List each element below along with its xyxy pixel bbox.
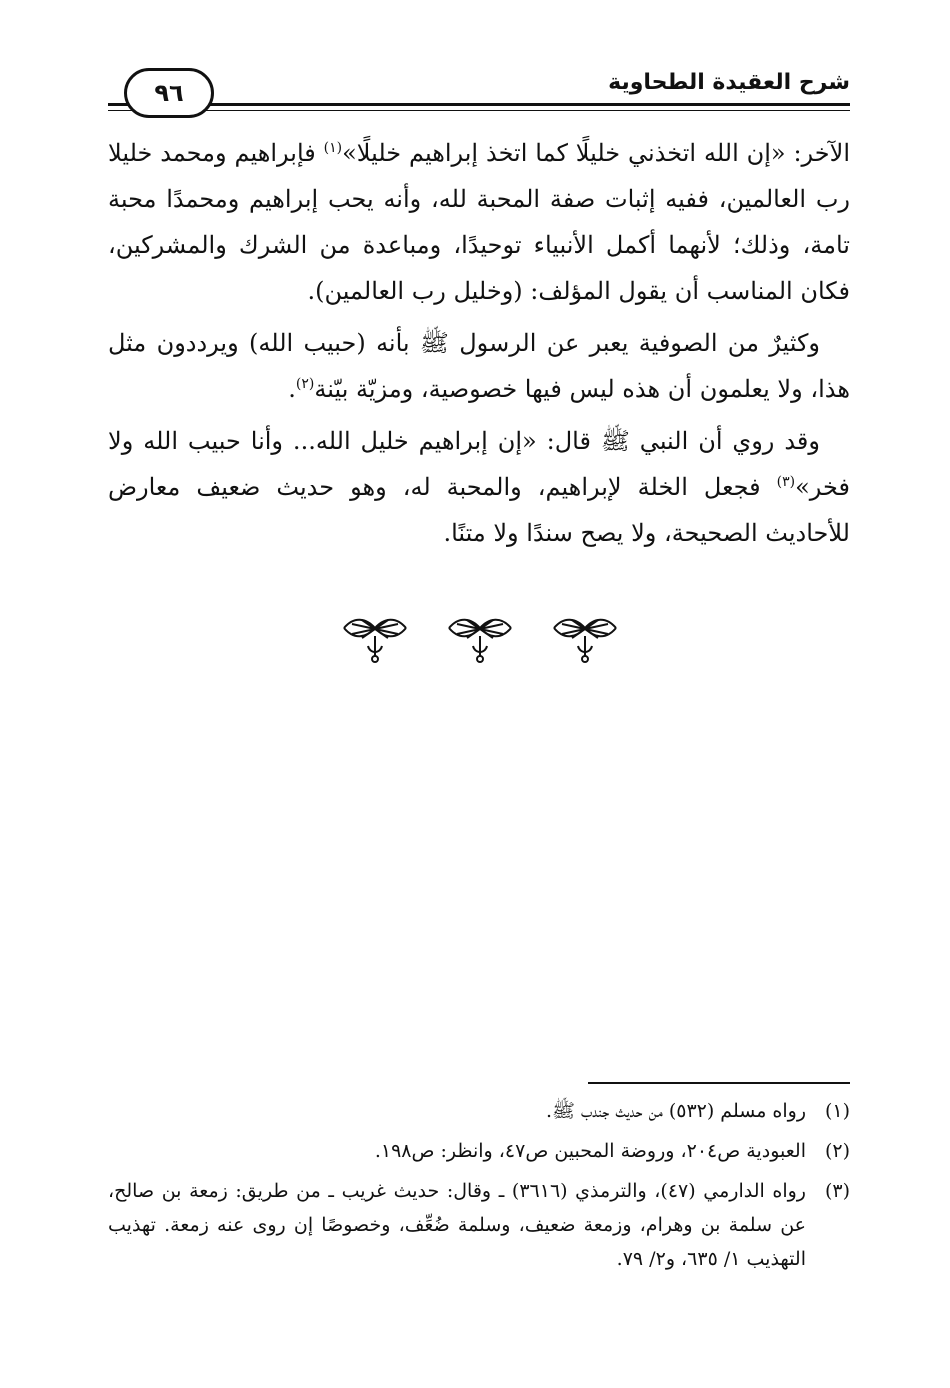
header-rule-thick <box>108 103 850 106</box>
paragraph-2-text-a: وكثيرٌ من الصوفية يعبر عن الرسول ﷺ بأنه (حبيب الله) ويرددون مثل هذا، ولا يعلمون أن هذه ليس فيها خصوصية، ومزيّة بيّنة <box>108 329 850 403</box>
main-text <box>108 130 850 562</box>
paragraph-1-text-a: الآخر: «إن الله اتخذني خليلًا كما اتخذ إبراهيم خليلًا» <box>342 139 850 167</box>
ornament-icon <box>550 612 620 666</box>
footnote-number: (٢) <box>824 1140 850 1162</box>
footnote-text: العبودية ص٢٠٤، وروضة المحبين ص٤٧، وانظر: ص١٩٨. <box>374 1140 806 1162</box>
paragraph-1 <box>108 130 850 314</box>
footnote-text: رواه مسلم (٥٣٢) من حديث جندب ﷺ. <box>545 1100 806 1122</box>
paragraph-2-text-b: . <box>288 375 296 403</box>
paragraph-1-text-b: فإبراهيم ومحمد خليلا رب العالمين، ففيه إثبات صفة المحبة لله، وأنه يحب إبراهيم ومحمدًا محبة تامة، وذلك؛ لأنهما أكمل الأنبياء توحيدًا، ومباعدة من الشرك والمشركين، فكان المناسب أن يقول المؤلف: (وخليل رب العالمين). <box>108 139 850 305</box>
footnote-number: (١) <box>824 1100 850 1122</box>
ornament-icon <box>340 612 410 666</box>
header-rule-thin <box>108 110 850 111</box>
footnote-ref-3: (٣) <box>776 474 796 490</box>
footnotes <box>108 1094 850 1282</box>
page-header <box>108 58 850 128</box>
paragraph-3-text-a: وقد روي أن النبي ﷺ قال: «إن إبراهيم خليل الله... وأنا حبيب الله ولا فخر» <box>108 427 850 501</box>
footnote-number: (٣) <box>824 1180 850 1202</box>
footnote-text: رواه الدارمي (٤٧)، والترمذي (٣٦١٦) ـ وقال: حديث غريب ـ من طريق: زمعة بن صالح، عن سلمة بن وهرام، وزمعة ضعيف، وسلمة ضُعِّف، وخصوصًا إن روى عنه زمعة. تهذيب التهذيب ١/ ٦٣٥، و٢/ ٧٩. <box>108 1180 806 1270</box>
footnote-ref-1: (١) <box>323 140 343 156</box>
page-number: ٩٦ <box>154 79 184 107</box>
paragraph-3-text-b: فجعل الخلة لإبراهيم، والمحبة له، وهو حديث ضعيف معارض للأحاديث الصحيحة، ولا يصح سندًا ولا متنًا. <box>108 473 850 547</box>
page-number-badge <box>124 68 214 118</box>
paragraph-2 <box>108 320 850 412</box>
footnote-ref-2: (٢) <box>295 376 315 392</box>
running-title: شرح العقيدة الطحاوية <box>608 70 850 95</box>
paragraph-3 <box>108 418 850 556</box>
section-end-ornaments <box>340 612 620 666</box>
footnote-2 <box>108 1134 850 1168</box>
footnote-3 <box>108 1174 850 1276</box>
ornament-icon <box>445 612 515 666</box>
footnote-separator <box>588 1082 850 1084</box>
footnote-1 <box>108 1094 850 1128</box>
